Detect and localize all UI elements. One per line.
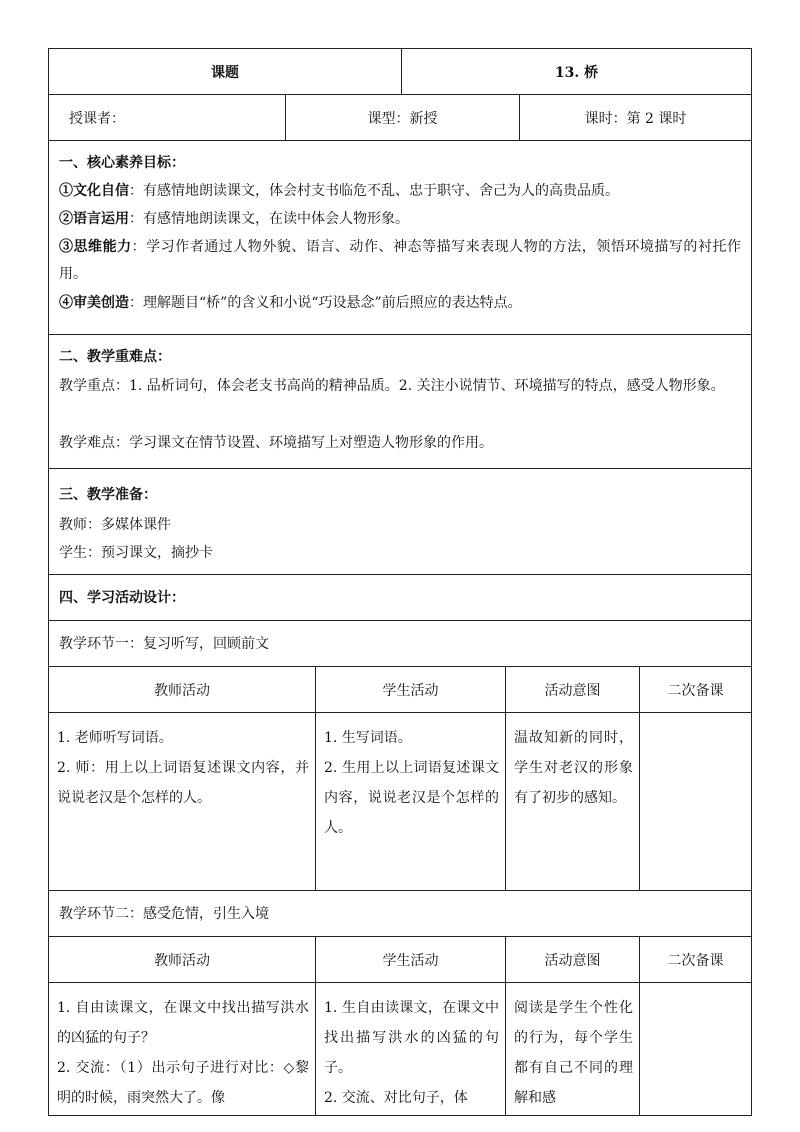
goal-text: ：学习作者通过人物外貌、语言、动作、神态等描写来表现人物的方法，领悟环境描写的衬托作用。	[59, 239, 741, 282]
lesson-type: 课型：新授	[285, 95, 519, 140]
column-header-intent: 活动意图	[505, 937, 639, 982]
topic-row	[48, 48, 752, 94]
key-point-text: 教学重点：1. 品析词句，体会老支书高尚的精神品质。2. 关注小说情节、环境描写的特点，感受人物形象。	[59, 378, 725, 394]
goal-text: ：有感情地朗读课文，体会村支书临危不乱、忠于职守、舍己为人的高贵品质。	[129, 183, 619, 199]
column-header-row	[48, 666, 752, 712]
goal-text: ：有感情地朗读课文，在读中体会人物形象。	[129, 211, 409, 227]
preparation-student: 学生：预习课文，摘抄卡	[59, 545, 213, 561]
activity-intent: 阅读是学生个性化的行为，每个学生都有自己不同的理解和感	[505, 983, 639, 1115]
activity-row	[48, 982, 752, 1116]
column-header-teacher: 教师活动	[154, 682, 210, 699]
section-label-row	[48, 890, 752, 936]
column-header-intent: 活动意图	[505, 667, 639, 712]
column-header-student: 学生活动	[315, 937, 505, 982]
key-points-section	[48, 334, 752, 468]
goal-item	[59, 205, 743, 233]
activities-title-row	[48, 574, 752, 620]
student-activity: 1. 生写词语。 2. 生用上以上词语复述课文内容，说说老汉是个怎样的人。	[315, 713, 505, 890]
preparation-title: 三、教学准备：	[59, 487, 157, 503]
teacher-activity: 1. 自由读课文，在课文中找出描写洪水的凶猛的句子？ 2. 交流：（1）出示句子进行对比：◇黎明的时候，雨突然大了。像	[57, 1000, 309, 1106]
second-preparation	[639, 983, 751, 1115]
preparation-section	[48, 468, 752, 574]
goals-title: 一、核心素养目标：	[59, 155, 185, 171]
second-preparation	[639, 713, 751, 890]
difficult-point-text: 教学难点：学习课文在情节设置、环境描写上对塑造人物形象的作用。	[59, 435, 493, 451]
info-row	[48, 94, 752, 140]
teacher-label: 授课者：	[69, 110, 125, 127]
topic-value: 13. 桥	[401, 49, 751, 94]
activities-title: 四、学习活动设计：	[59, 590, 185, 606]
column-header-second: 二次备课	[639, 667, 751, 712]
activity-row	[48, 712, 752, 890]
goals-section	[48, 140, 752, 334]
goal-text: ：理解题目“桥”的含义和小说“巧设悬念”前后照应的表达特点。	[129, 295, 522, 311]
goal-label: ②语言运用	[59, 211, 129, 227]
goal-item	[59, 289, 743, 317]
goal-item	[59, 177, 743, 205]
section-label: 教学环节二：感受危情，引生入境	[59, 906, 269, 922]
key-points-title: 二、教学重难点：	[59, 349, 171, 365]
column-header-student: 学生活动	[315, 667, 505, 712]
topic-label: 课题	[211, 64, 239, 81]
activity-intent: 温故知新的同时，学生对老汉的形象有了初步的感知。	[505, 713, 639, 890]
section-label-row	[48, 620, 752, 666]
teacher-activity: 1. 老师听写词语。 2. 师：用上以上词语复述课文内容，并说说老汉是个怎样的人。	[57, 730, 309, 806]
student-activity: 1. 生自由读课文，在课文中找出描写洪水的凶猛的句子。 2. 交流、对比句子，体	[315, 983, 505, 1115]
preparation-teacher: 教师：多媒体课件	[59, 517, 171, 533]
column-header-teacher: 教师活动	[154, 952, 210, 969]
goal-label: ③思维能力	[59, 239, 132, 255]
column-header-second: 二次备课	[639, 937, 751, 982]
goal-label: ④审美创造	[59, 295, 129, 311]
goal-label: ①文化自信	[59, 183, 129, 199]
lesson-period: 课时：第 2 课时	[519, 95, 751, 140]
column-header-row	[48, 936, 752, 982]
section-label: 教学环节一：复习听写，回顾前文	[59, 636, 269, 652]
goal-item	[59, 234, 741, 288]
